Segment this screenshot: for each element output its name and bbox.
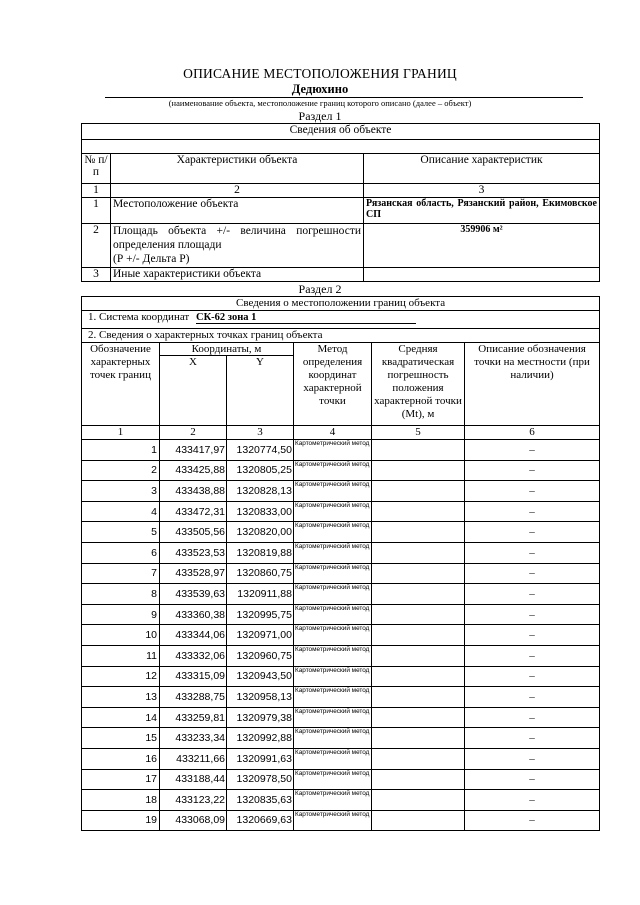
col-header-method: Метод определения координат характерной точки (294, 343, 372, 426)
point-y: 1320820,00 (227, 522, 294, 543)
coordinate-system-label: 1. Система координат (88, 311, 190, 323)
point-row (82, 460, 600, 481)
point-description: – (465, 748, 600, 769)
point-description: – (465, 460, 600, 481)
point-description: – (465, 687, 600, 708)
point-x: 433417,97 (160, 440, 227, 461)
col-index: 5 (372, 426, 465, 440)
characteristic: Местоположение объекта (111, 198, 364, 224)
point-number: 12 (82, 666, 160, 687)
point-x: 433233,34 (160, 728, 227, 749)
col-index: 6 (465, 426, 600, 440)
point-x: 433539,63 (160, 584, 227, 605)
col-index: 2 (111, 184, 364, 198)
point-method: Картометрический метод (294, 769, 372, 790)
col-index: 3 (227, 426, 294, 440)
coordinate-system-field (196, 311, 416, 324)
point-row (82, 584, 600, 605)
point-description: – (465, 542, 600, 563)
point-description: – (465, 625, 600, 646)
point-accuracy (372, 440, 465, 461)
point-row (82, 707, 600, 728)
point-row (82, 769, 600, 790)
point-x: 433068,09 (160, 810, 227, 831)
point-row (82, 563, 600, 584)
point-row (82, 440, 600, 461)
point-row (82, 728, 600, 749)
point-description: – (465, 522, 600, 543)
point-x: 433528,97 (160, 563, 227, 584)
point-row (82, 810, 600, 831)
point-accuracy (372, 604, 465, 625)
point-description: – (465, 584, 600, 605)
point-method: Картометрический метод (294, 604, 372, 625)
point-method: Картометрический метод (294, 625, 372, 646)
point-accuracy (372, 810, 465, 831)
point-number: 2 (82, 460, 160, 481)
characteristic: Иные характеристики объекта (111, 268, 364, 282)
point-description: – (465, 810, 600, 831)
point-row (82, 790, 600, 811)
point-description: – (465, 645, 600, 666)
document-title: ОПИСАНИЕ МЕСТОПОЛОЖЕНИЯ ГРАНИЦ (183, 66, 457, 81)
col-header-characteristics: Характеристики объекта (111, 154, 364, 184)
point-y: 1320958,13 (227, 687, 294, 708)
point-description: – (465, 481, 600, 502)
point-number: 9 (82, 604, 160, 625)
point-accuracy (372, 666, 465, 687)
point-accuracy (372, 769, 465, 790)
section-1-spacer-row (82, 140, 600, 154)
point-x: 433360,38 (160, 604, 227, 625)
section-2-caption: Сведения о местоположении границ объекта (82, 297, 600, 311)
point-number: 19 (82, 810, 160, 831)
col-index: 4 (294, 426, 372, 440)
object-name-note: (наименование объекта, местоположение границ которого описано (далее – объект) (168, 98, 472, 108)
coordinate-system-value: СК-62 зона 1 (195, 312, 257, 323)
point-number: 1 (82, 440, 160, 461)
point-description: – (465, 440, 600, 461)
point-number: 10 (82, 625, 160, 646)
col-header-accuracy: Средняя квадратическая погрешность положения характерной точки (Mt), м (372, 343, 465, 426)
point-y: 1320828,13 (227, 481, 294, 502)
point-description: – (465, 728, 600, 749)
point-method: Картометрический метод (294, 728, 372, 749)
point-description: – (465, 707, 600, 728)
point-x: 433315,09 (160, 666, 227, 687)
point-description: – (465, 769, 600, 790)
point-y: 1320819,88 (227, 542, 294, 563)
characteristic-value (364, 268, 600, 282)
point-y: 1320860,75 (227, 563, 294, 584)
point-accuracy (372, 584, 465, 605)
point-number: 18 (82, 790, 160, 811)
point-method: Картометрический метод (294, 563, 372, 584)
table-row (82, 198, 600, 224)
point-y: 1320991,63 (227, 748, 294, 769)
col-index: 2 (160, 426, 227, 440)
point-number: 5 (82, 522, 160, 543)
point-method: Картометрический метод (294, 645, 372, 666)
section-1-heading: Раздел 1 (298, 109, 342, 123)
point-row (82, 481, 600, 502)
point-y: 1320805,25 (227, 460, 294, 481)
point-accuracy (372, 501, 465, 522)
section-2-heading: Раздел 2 (298, 282, 342, 296)
col-header-description: Описание обозначения точки на местности (при наличии) (465, 343, 600, 426)
point-number: 3 (82, 481, 160, 502)
point-row (82, 666, 600, 687)
point-y: 1320995,75 (227, 604, 294, 625)
col-header-coordinates: Координаты, м (160, 343, 294, 356)
characteristic-value: 359906 м² (364, 224, 600, 268)
point-y: 1320971,00 (227, 625, 294, 646)
point-method: Картометрический метод (294, 460, 372, 481)
point-number: 6 (82, 542, 160, 563)
points-body (82, 440, 600, 831)
point-method: Картометрический метод (294, 707, 372, 728)
section-1-caption: Сведения об объекте (82, 124, 600, 140)
point-number: 16 (82, 748, 160, 769)
point-accuracy (372, 542, 465, 563)
point-method: Картометрический метод (294, 666, 372, 687)
point-x: 433438,88 (160, 481, 227, 502)
points-label: 2. Сведения о характерных точках границ объекта (82, 329, 600, 343)
point-x: 433259,81 (160, 707, 227, 728)
point-x: 433211,66 (160, 748, 227, 769)
point-method: Картометрический метод (294, 522, 372, 543)
point-description: – (465, 563, 600, 584)
point-y: 1320835,63 (227, 790, 294, 811)
point-row (82, 604, 600, 625)
col-index: 1 (82, 426, 160, 440)
point-x: 433344,06 (160, 625, 227, 646)
characteristic-text: Площадь объекта +/- величина погрешности определения площади (113, 225, 361, 251)
point-y: 1320669,63 (227, 810, 294, 831)
point-row (82, 687, 600, 708)
point-x: 433425,88 (160, 460, 227, 481)
point-row (82, 542, 600, 563)
point-y: 1320960,75 (227, 645, 294, 666)
point-accuracy (372, 790, 465, 811)
point-number: 11 (82, 645, 160, 666)
point-x: 433332,06 (160, 645, 227, 666)
point-method: Картометрический метод (294, 481, 372, 502)
table-row (82, 224, 600, 268)
point-row (82, 748, 600, 769)
characteristic-formula: (Р +/- Дельта Р) (113, 253, 190, 265)
point-description: – (465, 501, 600, 522)
characteristic (111, 224, 364, 268)
point-accuracy (372, 728, 465, 749)
point-y: 1320992,88 (227, 728, 294, 749)
point-y: 1320774,50 (227, 440, 294, 461)
point-y: 1320943,50 (227, 666, 294, 687)
row-number: 3 (82, 268, 111, 282)
section-1-table (81, 123, 600, 282)
point-method: Картометрический метод (294, 440, 372, 461)
coordinate-system-row (82, 311, 600, 329)
point-number: 7 (82, 563, 160, 584)
col-header-designation: Обозначение характерных точек границ (82, 343, 160, 426)
row-number: 2 (82, 224, 111, 268)
point-number: 14 (82, 707, 160, 728)
point-accuracy (372, 563, 465, 584)
point-x: 433123,22 (160, 790, 227, 811)
characteristic-value: Рязанская область, Рязанский район, Екимовское СП (364, 198, 600, 224)
point-accuracy (372, 522, 465, 543)
point-row (82, 522, 600, 543)
point-number: 4 (82, 501, 160, 522)
col-header-x: X (160, 356, 227, 426)
point-x: 433523,53 (160, 542, 227, 563)
point-method: Картометрический метод (294, 584, 372, 605)
point-method: Картометрический метод (294, 748, 372, 769)
row-number: 1 (82, 198, 111, 224)
point-number: 17 (82, 769, 160, 790)
point-y: 1320833,00 (227, 501, 294, 522)
col-header-y: Y (227, 356, 294, 426)
point-accuracy (372, 707, 465, 728)
point-x: 433288,75 (160, 687, 227, 708)
point-x: 433188,44 (160, 769, 227, 790)
point-method: Картометрический метод (294, 687, 372, 708)
point-accuracy (372, 481, 465, 502)
col-header-num: № п/п (82, 154, 111, 184)
col-index: 3 (364, 184, 600, 198)
point-description: – (465, 604, 600, 625)
point-row (82, 645, 600, 666)
point-row (82, 501, 600, 522)
object-name: Дедюхино (291, 82, 349, 96)
section-2-table (81, 296, 600, 831)
point-number: 8 (82, 584, 160, 605)
col-header-description: Описание характеристик (364, 154, 600, 184)
point-accuracy (372, 748, 465, 769)
point-y: 1320979,38 (227, 707, 294, 728)
point-accuracy (372, 460, 465, 481)
point-method: Картометрический метод (294, 501, 372, 522)
table-row (82, 268, 600, 282)
point-method: Картометрический метод (294, 542, 372, 563)
point-number: 15 (82, 728, 160, 749)
point-number: 13 (82, 687, 160, 708)
point-accuracy (372, 645, 465, 666)
col-index: 1 (82, 184, 111, 198)
point-description: – (465, 790, 600, 811)
point-row (82, 625, 600, 646)
point-x: 433472,31 (160, 501, 227, 522)
point-y: 1320911,88 (227, 584, 294, 605)
point-accuracy (372, 687, 465, 708)
point-method: Картометрический метод (294, 790, 372, 811)
point-accuracy (372, 625, 465, 646)
point-method: Картометрический метод (294, 810, 372, 831)
point-y: 1320978,50 (227, 769, 294, 790)
point-description: – (465, 666, 600, 687)
point-x: 433505,56 (160, 522, 227, 543)
